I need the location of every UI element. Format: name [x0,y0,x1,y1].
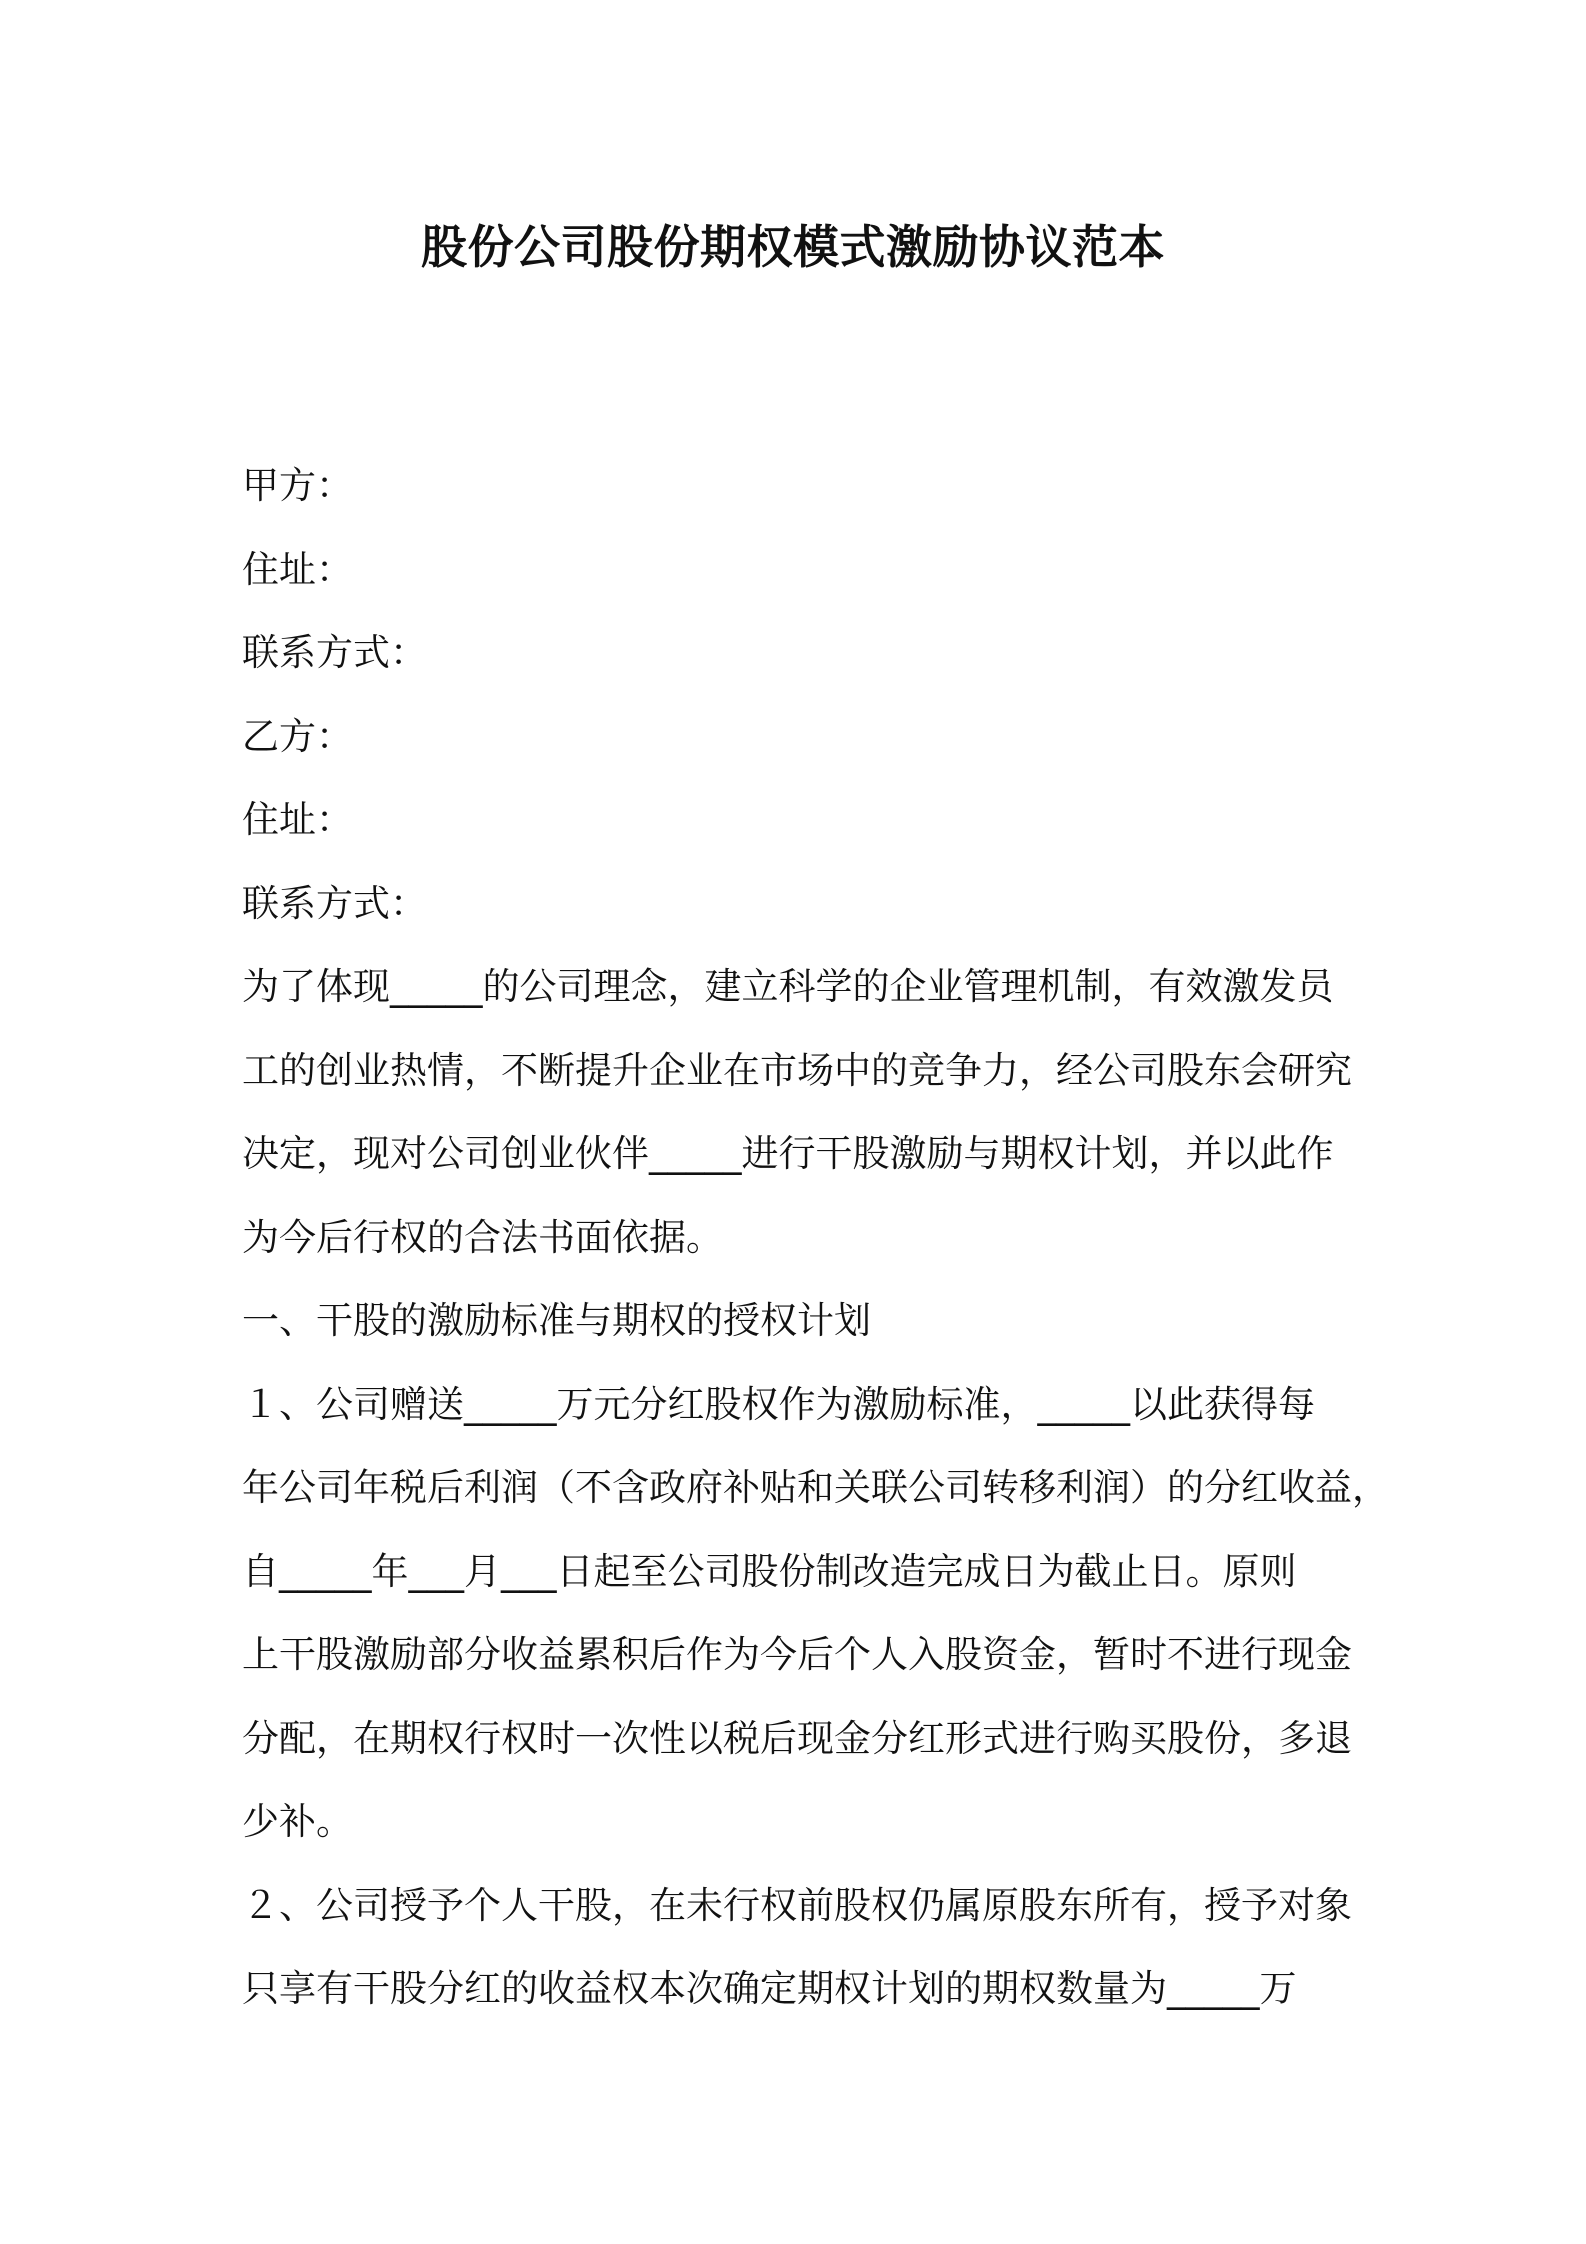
clause-1-line: 分配，在期权行权时一次性以税后现金分红形式进行购买股份，多退 [242,1716,1352,1760]
clause-1-line: 年公司年税后利润（不含政府补贴和关联公司转移利润）的分红收益， [242,1466,1389,1509]
party-b-label: 乙方： [242,714,353,758]
section-heading: 一、干股的激励标准与期权的授权计划 [242,1299,871,1342]
party-a-address-label: 住址： [242,547,353,591]
party-a-label: 甲方： [242,464,353,507]
clause-2-line: 只享有干股分红的收益权本次确定期权计划的期权数量为_____万 [242,1967,1297,2010]
clause-1-line: 少补。 [242,1800,353,1843]
clause-1-line: 自_____年___月___日起至公司股份制改造完成日为截止日。原则 [242,1549,1297,1593]
party-a-contact-label: 联系方式： [242,631,427,674]
preamble-line: 决定，现对公司创业伙伴_____进行干股激励与期权计划，并以此作 [242,1132,1334,1175]
preamble-line: 工的创业热情，不断提升企业在市场中的竞争力，经公司股东会研究 [242,1048,1352,1092]
document-title: 股份公司股份期权模式激励协议范本 [421,220,1165,274]
clause-2-line: ２、公司授予个人干股，在未行权前股权仍属原股东所有，授予对象 [242,1883,1352,1927]
preamble-line: 为了体现_____的公司理念，建立科学的企业管理机制，有效激发员 [242,965,1334,1008]
party-b-contact-label: 联系方式： [242,881,427,925]
document-body [242,444,1389,2031]
preamble-line: 为今后行权的合法书面依据。 [242,1215,723,1259]
clause-1-line: 上干股激励部分收益累积后作为今后个人入股资金，暂时不进行现金 [242,1633,1352,1676]
clause-1-line: １、公司赠送_____万元分红股权作为激励标准，_____以此获得每 [242,1382,1315,1426]
party-b-address-label: 住址： [242,798,353,841]
